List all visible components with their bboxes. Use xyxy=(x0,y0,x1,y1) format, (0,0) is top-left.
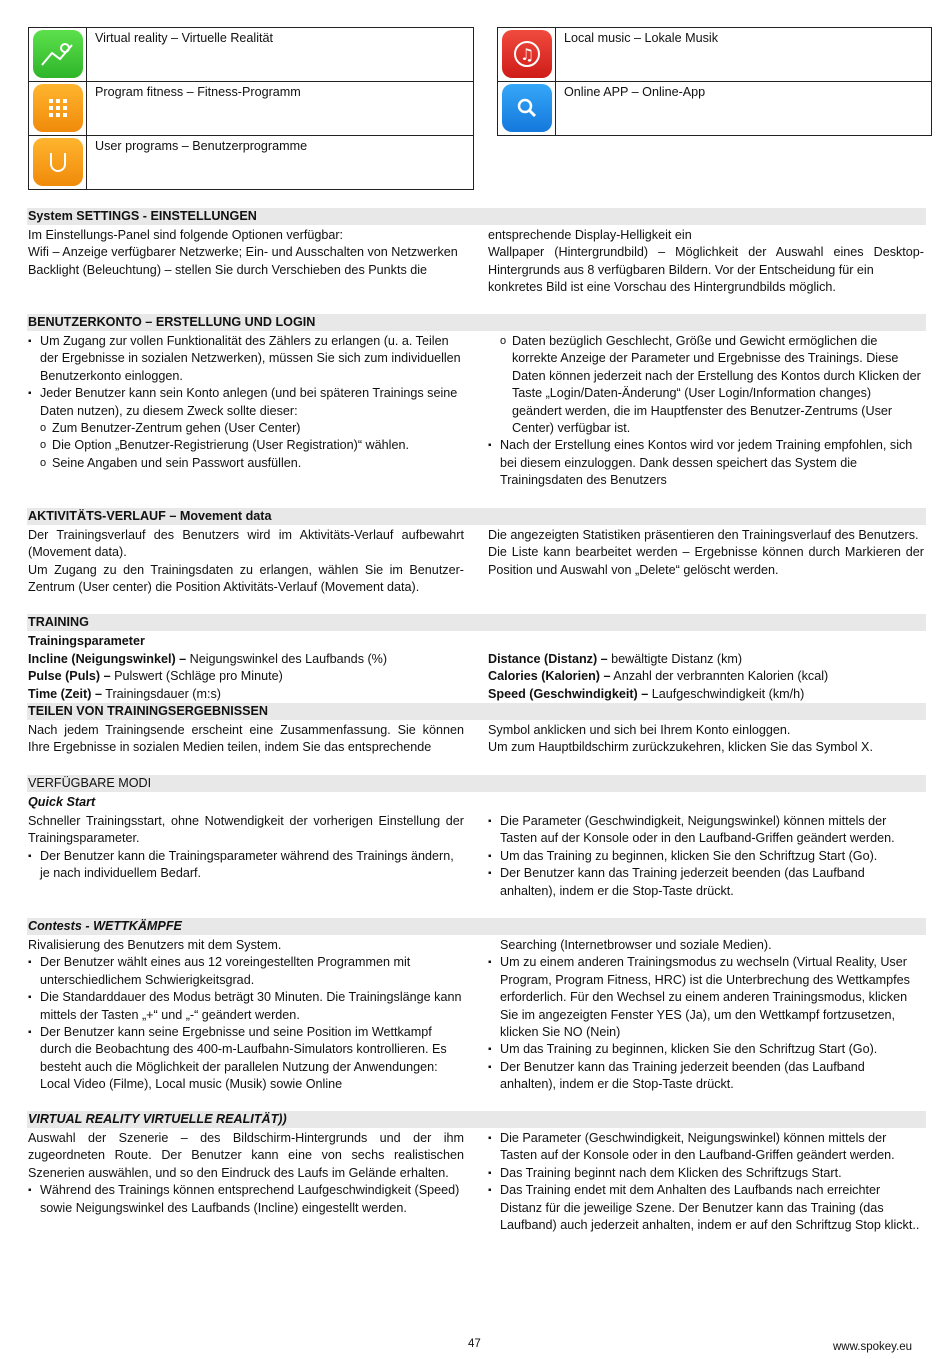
list-item: ▪ Der Benutzer wählt eines aus 12 voreingestellten Programmen mit unterschiedlichem Schwierigkeitsgrad. xyxy=(28,954,464,989)
local-music-icon[interactable] xyxy=(502,30,552,78)
text-line: Im Einstellungs-Panel sind folgende Optionen verfügbar: xyxy=(28,228,344,242)
param-name: Calories (Kalorien) – xyxy=(488,669,611,684)
params-right xyxy=(488,651,924,703)
account-right xyxy=(488,333,924,490)
list-item: ▪ Um Zugang zur vollen Funktionalität des Zählers zu erlangen (u. a. Teilen der Ergebnisse in sozialen Netzwerken), müssen Sie sich zum individuellen Benutzerkonto einloggen. xyxy=(28,333,464,385)
list-item: o Daten bezüglich Geschlecht, Größe und Gewicht ermöglichen die korrekte Anzeige der Parameter und Ergebnisse des Trainings. Diese Daten können jederzeit nach der Erstellung des Kontos durch Klicken der Taste „Login/Daten-Änderung“ (User Login/Information changes) geändert werden, die im Hauptfenster des Benutzer-Zentrums (User Center) verfügbar ist. xyxy=(488,333,924,437)
section-header-share: TEILEN VON TRAININGSERGEBNISSEN xyxy=(27,703,926,720)
section-header-modes xyxy=(27,775,926,792)
list-item: ▪ Um zu einem anderen Trainingsmodus zu wechseln (Virtual Reality, User Program, Program Fitness, HRC) ist die Unterbrechung des Wettkampfes erforderlich. Für den Wechsel zu einem anderen Trainingsmodus, klicken Sie im angezeigten Fenster YES (Ja), um den Wettkampf fortzusetzen, klicken Sie NO (Nein) xyxy=(488,954,924,1041)
param-desc: Anzahl der verbrannten Kalorien (kcal) xyxy=(610,669,829,684)
params-left xyxy=(28,651,464,703)
text-line: Um Zugang zu den Trainingsdaten zu erlangen, wählen Sie im Benutzer-Zentrum (User center) die Position Aktivitäts-Verlauf (Movement data). xyxy=(28,562,464,595)
param-name: Incline (Neigungswinkel) – xyxy=(28,652,187,666)
param-name: Speed (Geschwindigkeit) – xyxy=(488,686,649,701)
text-line: Symbol anklicken und sich bei Ihrem Konto einloggen. xyxy=(488,723,791,737)
param-row xyxy=(28,686,464,703)
text-line: Die angezeigten Statistiken präsentieren den Trainingsverlauf des Benutzers. xyxy=(488,528,919,542)
quick-right xyxy=(488,813,924,900)
list-item: ▪ Die Standarddauer des Modus beträgt 30 Minuten. Die Trainingslänge kann mittels der Tasten „+“ und „-“ geändert werden. xyxy=(28,989,464,1024)
text-line: Rivalisierung des Benutzers mit dem System. xyxy=(28,938,282,952)
text-line: konkretes Bild ist eine Vorschau des Hintergrundbilds möglich. xyxy=(488,280,836,295)
settings-right xyxy=(488,227,924,297)
list-item: ▪ Der Benutzer kann das Training jederzeit beenden (das Laufband anhalten), indem er die Stop-Taste drückt. xyxy=(488,1059,924,1094)
contests-right xyxy=(488,937,924,1094)
page-number: 47 xyxy=(468,1338,481,1350)
list-item: ▪ Um das Training zu beginnen, klicken Sie den Schriftzug Start (Go). xyxy=(488,848,924,865)
vr-title-b: VIRTUELLE REALITÄT)) xyxy=(139,1112,287,1126)
text-line: Backlight (Beleuchtung) – stellen Sie durch Verschieben des Punkts die xyxy=(28,262,428,277)
online-app-icon[interactable] xyxy=(502,84,552,132)
svg-text:♫: ♫ xyxy=(519,45,534,64)
section-header-activity: AKTIVITÄTS-VERLAUF – Movement data xyxy=(27,508,926,525)
param-desc: Trainingsdauer (m:s) xyxy=(101,686,221,701)
training-subtitle: Trainingsparameter xyxy=(28,634,145,648)
apps-table-left xyxy=(28,27,474,190)
quick-left xyxy=(28,813,464,883)
param-desc: Pulswert (Schläge pro Minute) xyxy=(110,669,283,684)
param-row xyxy=(488,686,924,703)
list-item: ▪ Während des Trainings können entsprechend Laufgeschwindigkeit (Speed) sowie Neigungswinkel des Laufbands (Incline) eingestellt werden. xyxy=(28,1182,464,1217)
app-label: Online APP – Online-App xyxy=(556,82,932,136)
text-line: Wallpaper (Hintergrundbild) – Möglichkeit der Auswahl eines Desktop-Hintergrunds aus 8 verfügbaren Bildern. Vor der Entscheidung für ein xyxy=(488,245,924,277)
list-item: ▪ Die Parameter (Geschwindigkeit, Neigungswinkel) können mittels der Tasten auf der Konsole oder in den Laufband-Griffen geändert werden. xyxy=(488,1130,924,1165)
section-header-contests: Contests - WETTKÄMPFE xyxy=(27,918,926,935)
text-line: Auswahl der Szenerie – des Bildschirm-Hintergrunds und der ihm zugeordneten Route. Der Benutzer kann eine von sechs realistischen Szenerien auswählen, und so den Eindruck des Laufs im Gelände erhalten. xyxy=(28,1131,464,1180)
section-header-vr xyxy=(27,1111,926,1128)
app-cell[interactable] xyxy=(29,82,87,136)
list-item: o Seine Angaben und sein Passwort ausfüllen. xyxy=(28,455,464,472)
list-item: ▪ Das Training beginnt nach dem Klicken des Schriftzugs Start. xyxy=(488,1165,924,1182)
list-item: o Die Option „Benutzer-Registrierung (User Registration)“ wählen. xyxy=(28,437,464,454)
text-line: entsprechende Display-Helligkeit ein xyxy=(488,228,692,242)
program-fitness-icon[interactable] xyxy=(33,84,83,132)
section-header-account: BENUTZERKONTO – ERSTELLUNG UND LOGIN xyxy=(27,314,926,331)
text-line: Searching (Internetbrowser und soziale Medien). xyxy=(500,938,772,952)
list-item: ▪ Nach der Erstellung eines Kontos wird vor jedem Training empfohlen, sich bei diesem einzuloggen. Dank dessen speichert das System die Trainingsdaten des Benutzers xyxy=(488,437,924,489)
param-row xyxy=(488,668,924,685)
param-desc: Laufgeschwindigkeit (km/h) xyxy=(648,686,805,701)
vr-left xyxy=(28,1130,464,1217)
param-row xyxy=(28,668,464,685)
account-left xyxy=(28,333,464,472)
user-programs-icon[interactable] xyxy=(33,138,83,186)
settings-left xyxy=(28,227,464,279)
param-name: Distance (Distanz) – xyxy=(488,652,608,666)
app-cell[interactable] xyxy=(498,82,556,136)
list-item: ▪ Der Benutzer kann die Trainingsparameter während des Trainings ändern, je nach individuellem Bedarf. xyxy=(28,848,464,883)
vr-right xyxy=(488,1130,924,1234)
list-item: o Zum Benutzer-Zentrum gehen (User Center) xyxy=(28,420,464,437)
app-cell[interactable] xyxy=(29,28,87,82)
list-item: ▪ Der Benutzer kann seine Ergebnisse und seine Position im Wettkampf durch die Beobachtung des 400-m-Laufbahn-Simulators kontrollieren. Es besteht auch die Möglichkeit der parallelen Nutzung der Anwendungen: Local Video (Filme), Local music (Musik) sowie Online xyxy=(28,1024,464,1094)
activity-left xyxy=(28,527,464,597)
param-row xyxy=(28,651,464,668)
apps-table-right xyxy=(497,27,932,136)
text-line: Wifi – Anzeige verfügbarer Netzwerke; Ein- und Ausschalten von Netzwerken xyxy=(28,245,458,260)
list-item: ▪ Um das Training zu beginnen, klicken Sie den Schriftzug Start (Go). xyxy=(488,1041,924,1058)
vr-title-a: VIRTUAL REALITY xyxy=(28,1112,140,1126)
text-line: Die Liste kann bearbeitet werden – Ergebnisse können durch Markieren der Position und Auswahl von „Delete“ gelöscht werden. xyxy=(488,545,924,577)
virtual-reality-icon[interactable] xyxy=(33,30,83,78)
list-item: ▪ Die Parameter (Geschwindigkeit, Neigungswinkel) können mittels der Tasten auf der Konsole oder in den Laufband-Griffen geändert werden. xyxy=(488,813,924,848)
activity-right xyxy=(488,527,924,579)
list-item: ▪ Das Training endet mit dem Anhalten des Laufbands nach erreichter Distanz für die jeweilige Szene. Der Benutzer kann das Training (das Laufband) auch jederzeit anhalten, indem er auf den Schriftzug Stop klickt.. xyxy=(488,1182,924,1234)
app-label: User programs – Benutzerprogramme xyxy=(87,136,474,190)
section-header-settings: System SETTINGS - EINSTELLUNGEN xyxy=(27,208,926,225)
share-right xyxy=(488,722,924,757)
section-header-training: TRAINING xyxy=(27,614,926,631)
list-item: ▪ Jeder Benutzer kann sein Konto anlegen (und bei späteren Trainings seine Daten nutzen), zu diesem Zweck sollte dieser: xyxy=(28,385,464,420)
app-cell[interactable] xyxy=(498,28,556,82)
param-name: Pulse (Puls) – xyxy=(28,669,111,684)
text-line: Der Trainingsverlauf des Benutzers wird im Aktivitäts-Verlauf aufbewahrt (Movement data). xyxy=(28,528,464,560)
app-label: Program fitness – Fitness-Programm xyxy=(87,82,474,136)
share-left: Nach jedem Trainingsende erscheint eine Zusammenfassung. Sie können Ihre Ergebnisse in sozialen Medien teilen, indem Sie das entsprechende xyxy=(28,723,464,755)
app-cell[interactable] xyxy=(29,136,87,190)
modes-title: VERFÜGBARE MODI xyxy=(28,776,152,790)
param-desc: Neigungswinkel des Laufbands (%) xyxy=(186,652,388,666)
contests-left xyxy=(28,937,464,1094)
app-label: Local music – Lokale Musik xyxy=(556,28,932,82)
app-label: Virtual reality – Virtuelle Realität xyxy=(87,28,474,82)
param-name: Time (Zeit) – xyxy=(28,686,102,701)
param-desc: bewältigte Distanz (km) xyxy=(607,652,743,666)
quick-start-title: Quick Start xyxy=(28,795,96,809)
list-item: ▪ Der Benutzer kann das Training jederzeit beenden (das Laufband anhalten), indem er die Stop-Taste drückt. xyxy=(488,865,924,900)
website-link[interactable]: www.spokey.eu xyxy=(833,1341,913,1353)
param-row xyxy=(488,651,924,668)
text-line: Um zum Hauptbildschirm zurückzukehren, klicken Sie das Symbol X. xyxy=(488,740,873,755)
text-line: Schneller Trainingsstart, ohne Notwendigkeit der vorherigen Einstellung der Trainingsparameter. xyxy=(28,814,464,846)
